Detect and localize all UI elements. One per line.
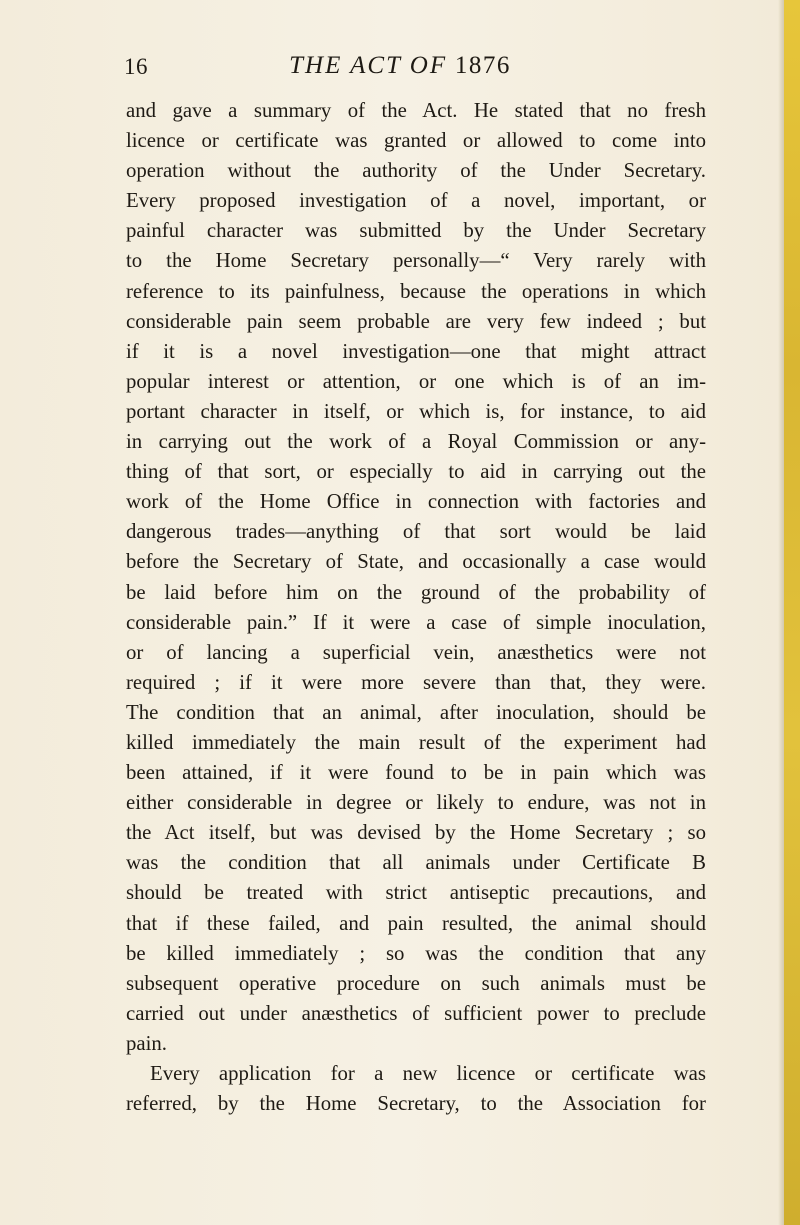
text-line: thing of that sort, or especially to aid in carrying out the [126,460,706,484]
text-line: if it is a novel investigation—one that might attract [126,339,706,363]
text-line: to the Home Secretary personally—“ Very rarely with [126,249,706,273]
text-line: painful character was submitted by the Under Secretary [126,219,706,243]
paragraph-start-line: Every application for a new licence or certificate was [150,1062,706,1085]
text-line: that if these failed, and pain resulted, the animal should [126,911,706,935]
text-line: considerable pain seem probable are very few indeed ; but [126,309,706,333]
page-number: 16 [124,54,148,79]
text-line: be laid before him on the ground of the probability of [126,580,706,604]
running-head-title: THE ACT OF [289,52,448,79]
text-line: popular interest or attention, or one which is of an im- [126,369,706,393]
paragraph-end-line: pain. [126,1031,168,1055]
text-line: subsequent operative procedure on such animals must be [126,971,706,995]
text-line: the Act itself, but was devised by the Home Secretary ; so [126,821,706,845]
text-line: carried out under anæsthetics of sufficient power to preclude [126,1001,706,1025]
text-line: or of lancing a superficial vein, anæsthetics were not [126,640,706,664]
text-line: killed immediately the main result of the experiment had [126,730,706,754]
text-line: dangerous trades—anything of that sort would be laid [126,520,706,544]
text-line: licence or certificate was granted or allowed to come into [126,129,706,153]
text-line: Every proposed investigation of a novel, important, or [126,189,706,213]
text-line: work of the Home Office in connection with factories and [126,490,706,514]
text-line: The condition that an animal, after inoculation, should be [126,700,706,724]
text-line: before the Secretary of State, and occasionally a case would [126,550,706,574]
text-line: required ; if it were more severe than that, they were. [126,670,706,694]
text-line: referred, by the Home Secretary, to the Association for [126,1092,706,1116]
text-line: and gave a summary of the Act. He stated that no fresh [126,99,706,122]
running-head [0,52,800,80]
text-line: been attained, if it were found to be in pain which was [126,761,706,785]
text-line: reference to its painfulness, because the operations in which [126,279,706,303]
text-line: in carrying out the work of a Royal Commission or any- [126,430,706,454]
text-line: should be treated with strict antiseptic precautions, and [126,881,706,905]
body-text [126,96,706,1119]
text-line: portant character in itself, or which is, for instance, to aid [126,399,706,423]
text-line: either considerable in degree or likely to endure, was not in [126,791,706,815]
text-line: was the condition that all animals under Certificate B [126,851,706,875]
running-head-year: 1876 [454,52,511,79]
text-line: operation without the authority of the Under Secretary. [126,159,706,183]
text-line: be killed immediately ; so was the condition that any [126,941,706,965]
page-edge-strip [784,0,800,1225]
text-line: considerable pain.” If it were a case of simple inoculation, [126,610,706,634]
